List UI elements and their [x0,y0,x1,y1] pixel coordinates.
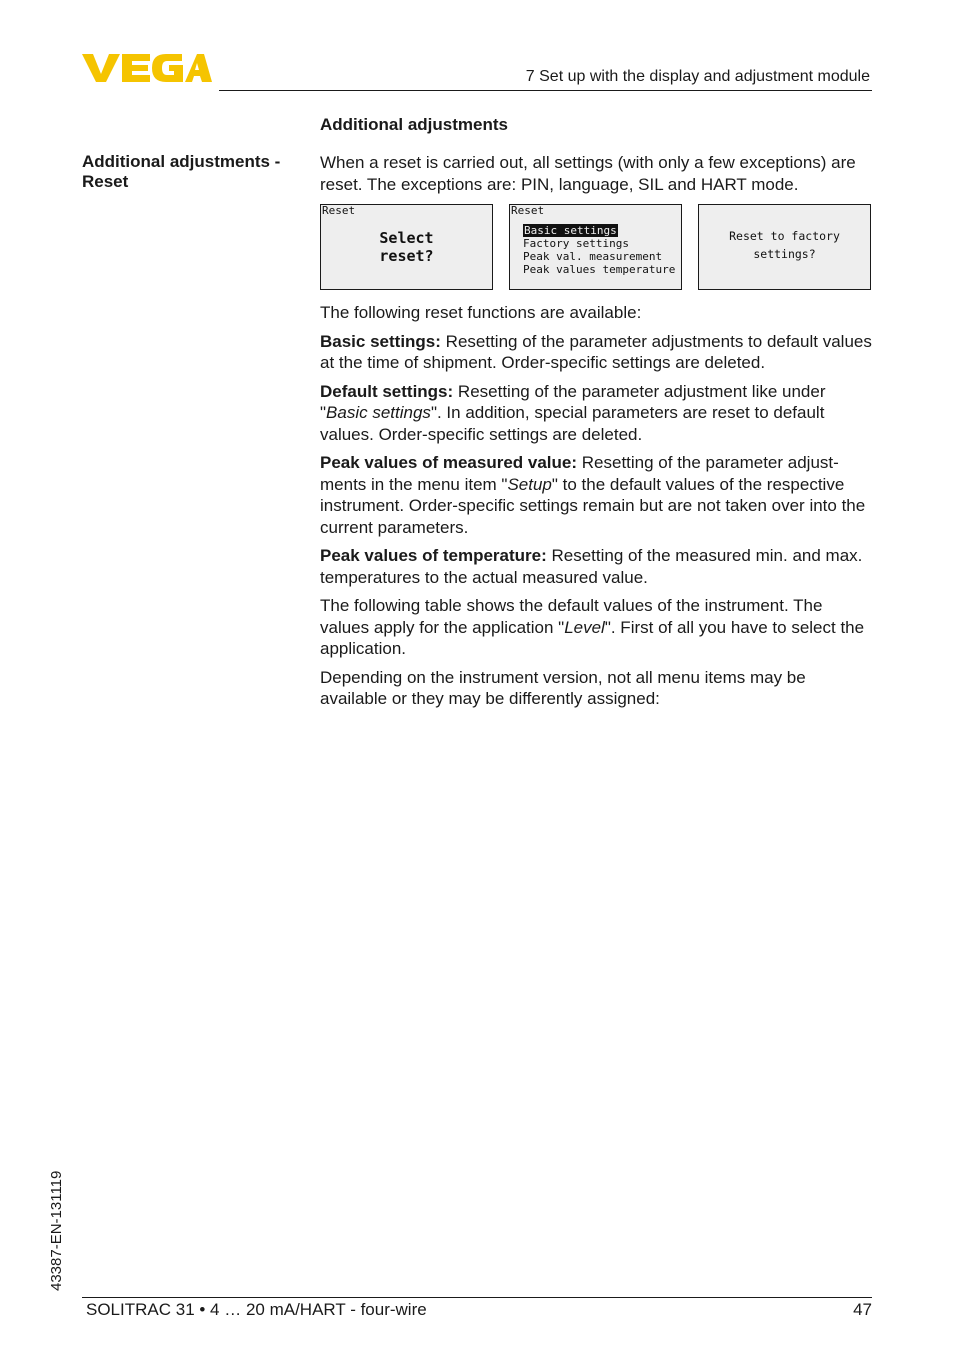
header-divider [219,90,872,91]
footer-divider [82,1297,872,1298]
vega-logo [82,52,212,84]
function-peak-temperature: Peak values of temperature: Resetting of the measured min. and max. temperatures to the actual measured value. [320,546,863,587]
reset-menu-list [523,224,675,276]
function-basic-settings: Basic settings: Resetting of the parameter adjustments to default values at the time of shipment. Order-specific settings are deleted. [320,331,872,372]
menu-item-peak-temperature[interactable]: Peak values temperature [523,263,676,276]
screen-title: Reset [511,204,545,217]
availability-note: Depending on the instrument version, not all menu items may be available or they may be differently assigned: [320,667,806,708]
table-note: The following table shows the default values of the instrument. The values apply for the application "Level". First of all you have to select the application. [320,596,865,658]
main-content [320,152,876,717]
document-id: 43387-EN-131119 [48,1170,65,1291]
menu-item-factory-settings[interactable]: Factory settings [523,237,629,250]
screen-reset-menu [509,204,682,290]
screen-confirm-text: Reset to factory settings? [729,229,840,261]
functions-intro: The following reset functions are available: [320,303,642,322]
screen-confirm-reset [698,204,871,290]
footer-product: SOLITRAC 31 • 4 … 20 mA/HART - four-wire [86,1300,427,1319]
function-default-settings: Default settings: Resetting of the parameter adjustment like under "Basic settings". In addition, special parameters are reset to default values. Order-specific settings are deleted. [320,381,826,444]
menu-item-peak-measurement[interactable]: Peak val. measurement [523,250,663,263]
screen-prompt: Select reset? [379,229,434,265]
menu-item-basic-settings[interactable]: Basic settings [524,224,617,237]
screen-select-reset [320,204,493,290]
screen-title: Reset [322,204,356,217]
section-heading: Additional adjustments [320,115,508,134]
function-peak-measured: Peak values of measured value: Resetting of the parameter adjust-ments in the menu item "Setup" to the default values of the respective instrument. Order-specific settings remain but are not taken over into the current parameters. [320,453,866,537]
side-label: Additional adjustments - Reset [82,152,281,191]
intro-paragraph: When a reset is carried out, all settings (with only a few exceptions) are reset. The exceptions are: PIN, language, SIL and HART mode. [320,153,856,194]
chapter-title: 7 Set up with the display and adjustment module [525,68,870,85]
display-screens [320,204,876,290]
page-number: 47 [853,1300,872,1319]
